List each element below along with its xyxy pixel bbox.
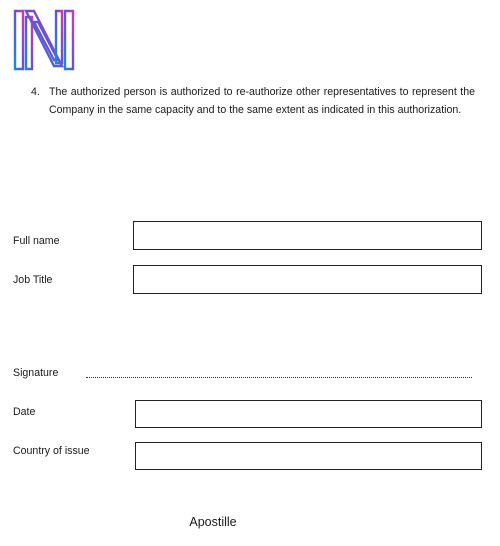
- clause-text: The authorized person is authorized to re-authorize other representatives to represent the Company in the same capacity and to the same extent as indicated in this authorization.: [49, 86, 475, 116]
- apostille-heading: Apostille: [189, 515, 237, 529]
- signature-label: Signature: [13, 367, 59, 379]
- country-of-issue-field[interactable]: [135, 442, 482, 470]
- country-of-issue-label: Country of issue: [13, 445, 90, 457]
- job-title-field[interactable]: [133, 265, 482, 294]
- full-name-field[interactable]: [133, 221, 482, 250]
- clause-4: [31, 83, 475, 119]
- signature-line[interactable]: [86, 369, 472, 378]
- clause-number: 4.: [31, 86, 40, 98]
- job-title-label: Job Title: [13, 274, 53, 286]
- date-field[interactable]: [135, 400, 482, 428]
- date-label: Date: [13, 406, 36, 418]
- company-logo: [12, 8, 76, 72]
- full-name-label: Full name: [13, 235, 60, 247]
